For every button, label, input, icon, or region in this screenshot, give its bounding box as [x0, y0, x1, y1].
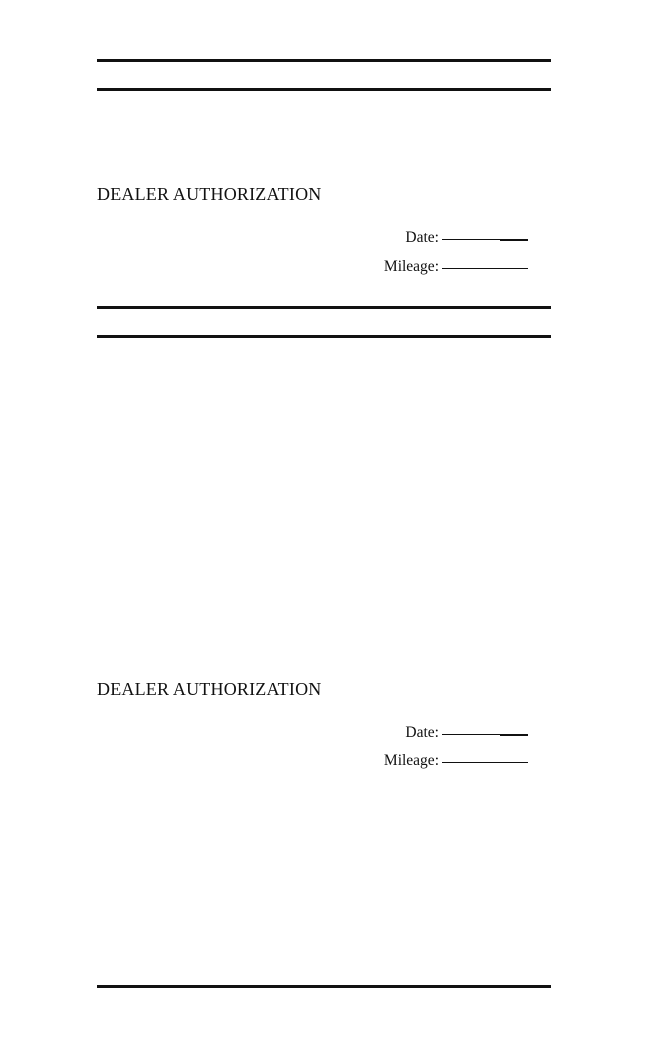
date-field[interactable]	[405, 724, 528, 742]
mileage-label: Mileage:	[383, 752, 439, 769]
top-rule-lower	[97, 88, 551, 91]
date-label: Date:	[405, 724, 439, 741]
mileage-input-line[interactable]	[442, 762, 528, 763]
dealer-authorization-heading: DEALER AUTHORIZATION	[97, 184, 322, 204]
dealer-authorization-heading: DEALER AUTHORIZATION	[97, 679, 322, 699]
mileage-field[interactable]	[384, 752, 528, 770]
mileage-input-line[interactable]	[442, 268, 528, 269]
section-divider-rule-lower	[97, 335, 551, 338]
date-input-line[interactable]	[442, 239, 528, 240]
bottom-rule	[97, 985, 551, 988]
date-field[interactable]	[405, 229, 528, 247]
section-divider-rule	[97, 306, 551, 309]
date-input-line[interactable]	[442, 734, 528, 735]
mileage-field[interactable]	[384, 258, 528, 276]
mileage-label: Mileage:	[383, 258, 439, 275]
top-rule	[97, 59, 551, 62]
date-label: Date:	[405, 229, 439, 246]
